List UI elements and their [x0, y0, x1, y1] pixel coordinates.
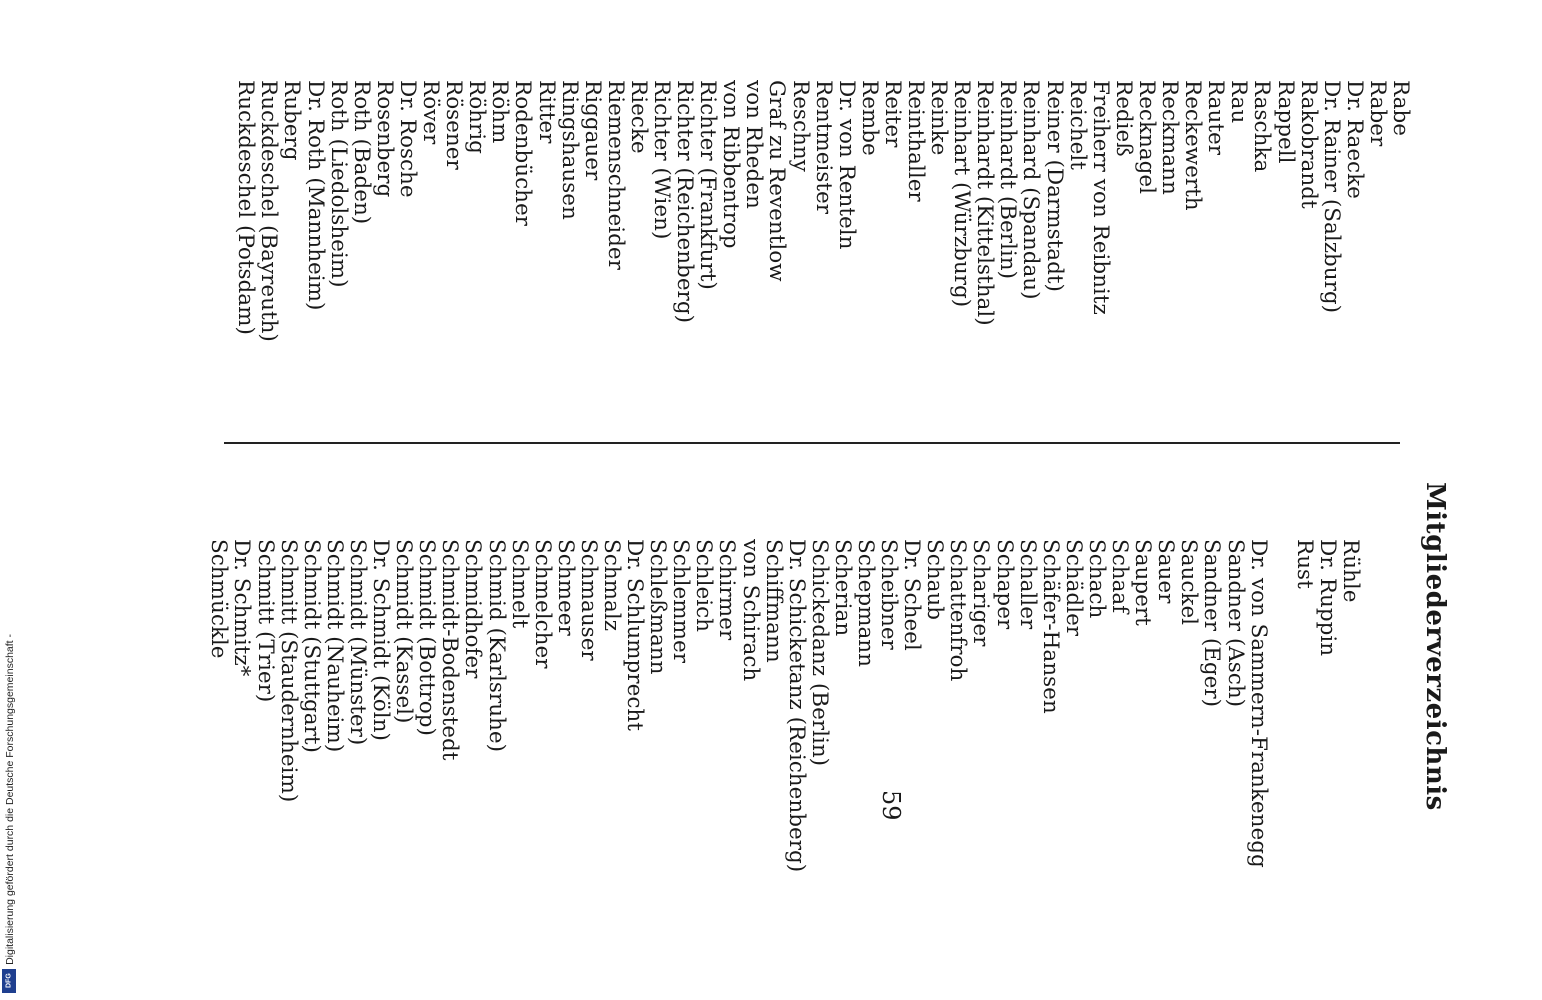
list-item: Dr. Schicketanz (Reichenberg) [783, 539, 809, 873]
list-item: Schickedanz (Berlin) [806, 539, 832, 767]
list-item: Dr. Scheel [899, 539, 925, 651]
list-item: Dr. Rosche [394, 80, 420, 198]
list-item: Schmidhofer [460, 539, 486, 679]
list-item: Schmeer [552, 539, 578, 636]
list-item: Dr. Raecke [1341, 80, 1367, 199]
list-item: Reiter [879, 80, 905, 148]
list-item: Rühle [1338, 539, 1363, 603]
footer-text: Digitalisierung gefördert durch die Deutsche Forschungsgemeinschaft - [4, 634, 16, 965]
list-item: Röver [418, 80, 444, 145]
list-item: Reinhardt (Berlin) [995, 80, 1021, 279]
list-item: Riecke [625, 80, 651, 154]
list-item: Röhm [487, 80, 513, 144]
list-item: Reinhart (Würzburg) [949, 80, 975, 308]
list-item: Reckmann [1157, 80, 1183, 195]
list-item: Schepmann [853, 539, 879, 668]
list-item: Rodenbücher [510, 80, 536, 226]
list-item: Schmelt [506, 539, 532, 629]
list-item: Schaub [922, 539, 948, 621]
list-item: Schmidt (Stuttgart) [298, 539, 324, 753]
digitization-footer [0, 590, 22, 995]
list-item: Rau [1226, 80, 1252, 124]
list-item: Reiner (Darmstadt) [1041, 80, 1067, 292]
list-item: Sauckel [1176, 539, 1202, 626]
list-item: Scherian [829, 539, 855, 637]
list-item: Schaper [991, 539, 1017, 630]
column-divider [224, 442, 1400, 444]
list-item: Ruckdeschel (Bayreuth) [256, 80, 282, 342]
member-list-right [207, 539, 1362, 872]
dfg-logo: DFG [2, 969, 16, 993]
list-item: Dr. von Renteln [833, 80, 859, 250]
list-item: Roth (Baden) [348, 80, 374, 225]
list-item: Rosenberg [371, 80, 397, 198]
list-item: Schmitt (Trier) [252, 539, 278, 703]
list-item: Schlemmer [668, 539, 694, 663]
list-item: Sandner (Asch) [1222, 539, 1248, 708]
list-item: Schattenfroh [945, 539, 971, 682]
list-item: Schach [1083, 539, 1109, 619]
list-item [1270, 539, 1293, 872]
member-list-left [234, 80, 1412, 342]
list-item: Schäfer-Hansen [1037, 539, 1063, 714]
list-item: Richter (Reichenberg) [672, 80, 698, 323]
list-item: Reinthaller [903, 80, 929, 202]
list-item: Schleich [691, 539, 717, 632]
list-item: Ruckdeschel (Potsdam) [233, 80, 259, 335]
page-title: Mitgliederverzeichnis [1420, 482, 1450, 811]
list-item: Dr. Roth (Mannheim) [302, 80, 328, 311]
list-item: Schmid (Karlsruhe) [483, 539, 509, 753]
list-item: Graf zu Reventlow [764, 80, 790, 282]
list-item: Rösener [441, 80, 467, 170]
list-item: Freiherr von Reibnitz [1087, 80, 1113, 315]
list-item: Reichelt [1064, 80, 1090, 170]
list-item: Schmidt-Bodenstedt [437, 539, 463, 761]
list-item: Rust [1291, 539, 1317, 589]
list-item: Redieß [1110, 80, 1136, 157]
list-item: Riemenschneider [602, 80, 628, 270]
list-item: Ritter [533, 80, 559, 144]
list-item: Schmidt (Münster) [344, 539, 370, 746]
list-item: Schaller [1014, 539, 1040, 630]
list-item: Rembe [856, 80, 882, 156]
list-item: Rappell [1272, 80, 1298, 164]
list-item: Reinke [926, 80, 952, 156]
list-item: Sandner (Eger) [1199, 539, 1225, 708]
list-item: Dr. Rainer (Salzburg) [1318, 80, 1344, 314]
list-item: Schirmer [714, 539, 740, 641]
page-number: 59 [877, 790, 905, 821]
list-item: Riggauer [579, 80, 605, 181]
list-item: Rakobrandt [1295, 80, 1321, 209]
list-item: Dr. Ruppin [1314, 539, 1340, 657]
list-item: Schmidt (Nauheim) [321, 539, 347, 753]
list-item: Richter (Wien) [649, 80, 674, 240]
list-item: von Rheden [741, 80, 767, 209]
list-item: Raschka [1249, 80, 1275, 173]
list-item: Ruberg [279, 80, 305, 161]
list-item: Schmauser [575, 539, 601, 661]
list-item: Rabe [1388, 80, 1413, 136]
list-item: Schleßmann [645, 539, 671, 675]
list-item: Schmückle [206, 539, 232, 659]
list-item: von Ribbentrop [718, 80, 744, 249]
list-item: Schmelcher [529, 539, 555, 669]
list-item: Schiffmann [760, 539, 786, 663]
list-item: Reinhard (Spandau) [1018, 80, 1044, 300]
list-item: Schmalz [599, 539, 624, 632]
list-item: Ringshausen [556, 80, 582, 220]
list-item: Roth (Liedolsheim) [325, 80, 351, 288]
list-item: Schaaf [1107, 539, 1133, 614]
list-item: Sauer [1153, 539, 1179, 604]
list-item: Röhrig [464, 80, 490, 154]
list-item: Richter (Frankfurt) [695, 80, 721, 290]
list-item: Reinhardt (Kittelsthal) [972, 80, 998, 326]
list-item: Dr. von Sammern-Frankenegg [1245, 539, 1271, 868]
list-item: Schmitt (Staudernheim) [275, 539, 301, 803]
list-item: Schmidt (Bottrop) [414, 539, 440, 736]
list-item: von Schirach [737, 539, 763, 682]
list-item: Reckewerth [1180, 80, 1206, 211]
list-item: Rentmeister [810, 80, 836, 215]
list-item: Schariger [968, 539, 994, 647]
list-item: Dr. Schmitz* [229, 539, 255, 677]
list-item: Schädler [1060, 539, 1086, 637]
list-item: Raber [1364, 80, 1390, 147]
list-item: Scheibner [876, 539, 902, 650]
list-item: Schmidt (Kassel) [391, 539, 417, 724]
list-item: Dr. Schlumprecht [622, 539, 648, 731]
list-item: Saupert [1130, 539, 1156, 626]
list-item: Recknagel [1133, 80, 1159, 195]
list-item: Reschny [787, 80, 813, 172]
list-item: Dr. Schmidt (Köln) [368, 539, 394, 741]
list-item: Rauter [1203, 80, 1229, 155]
